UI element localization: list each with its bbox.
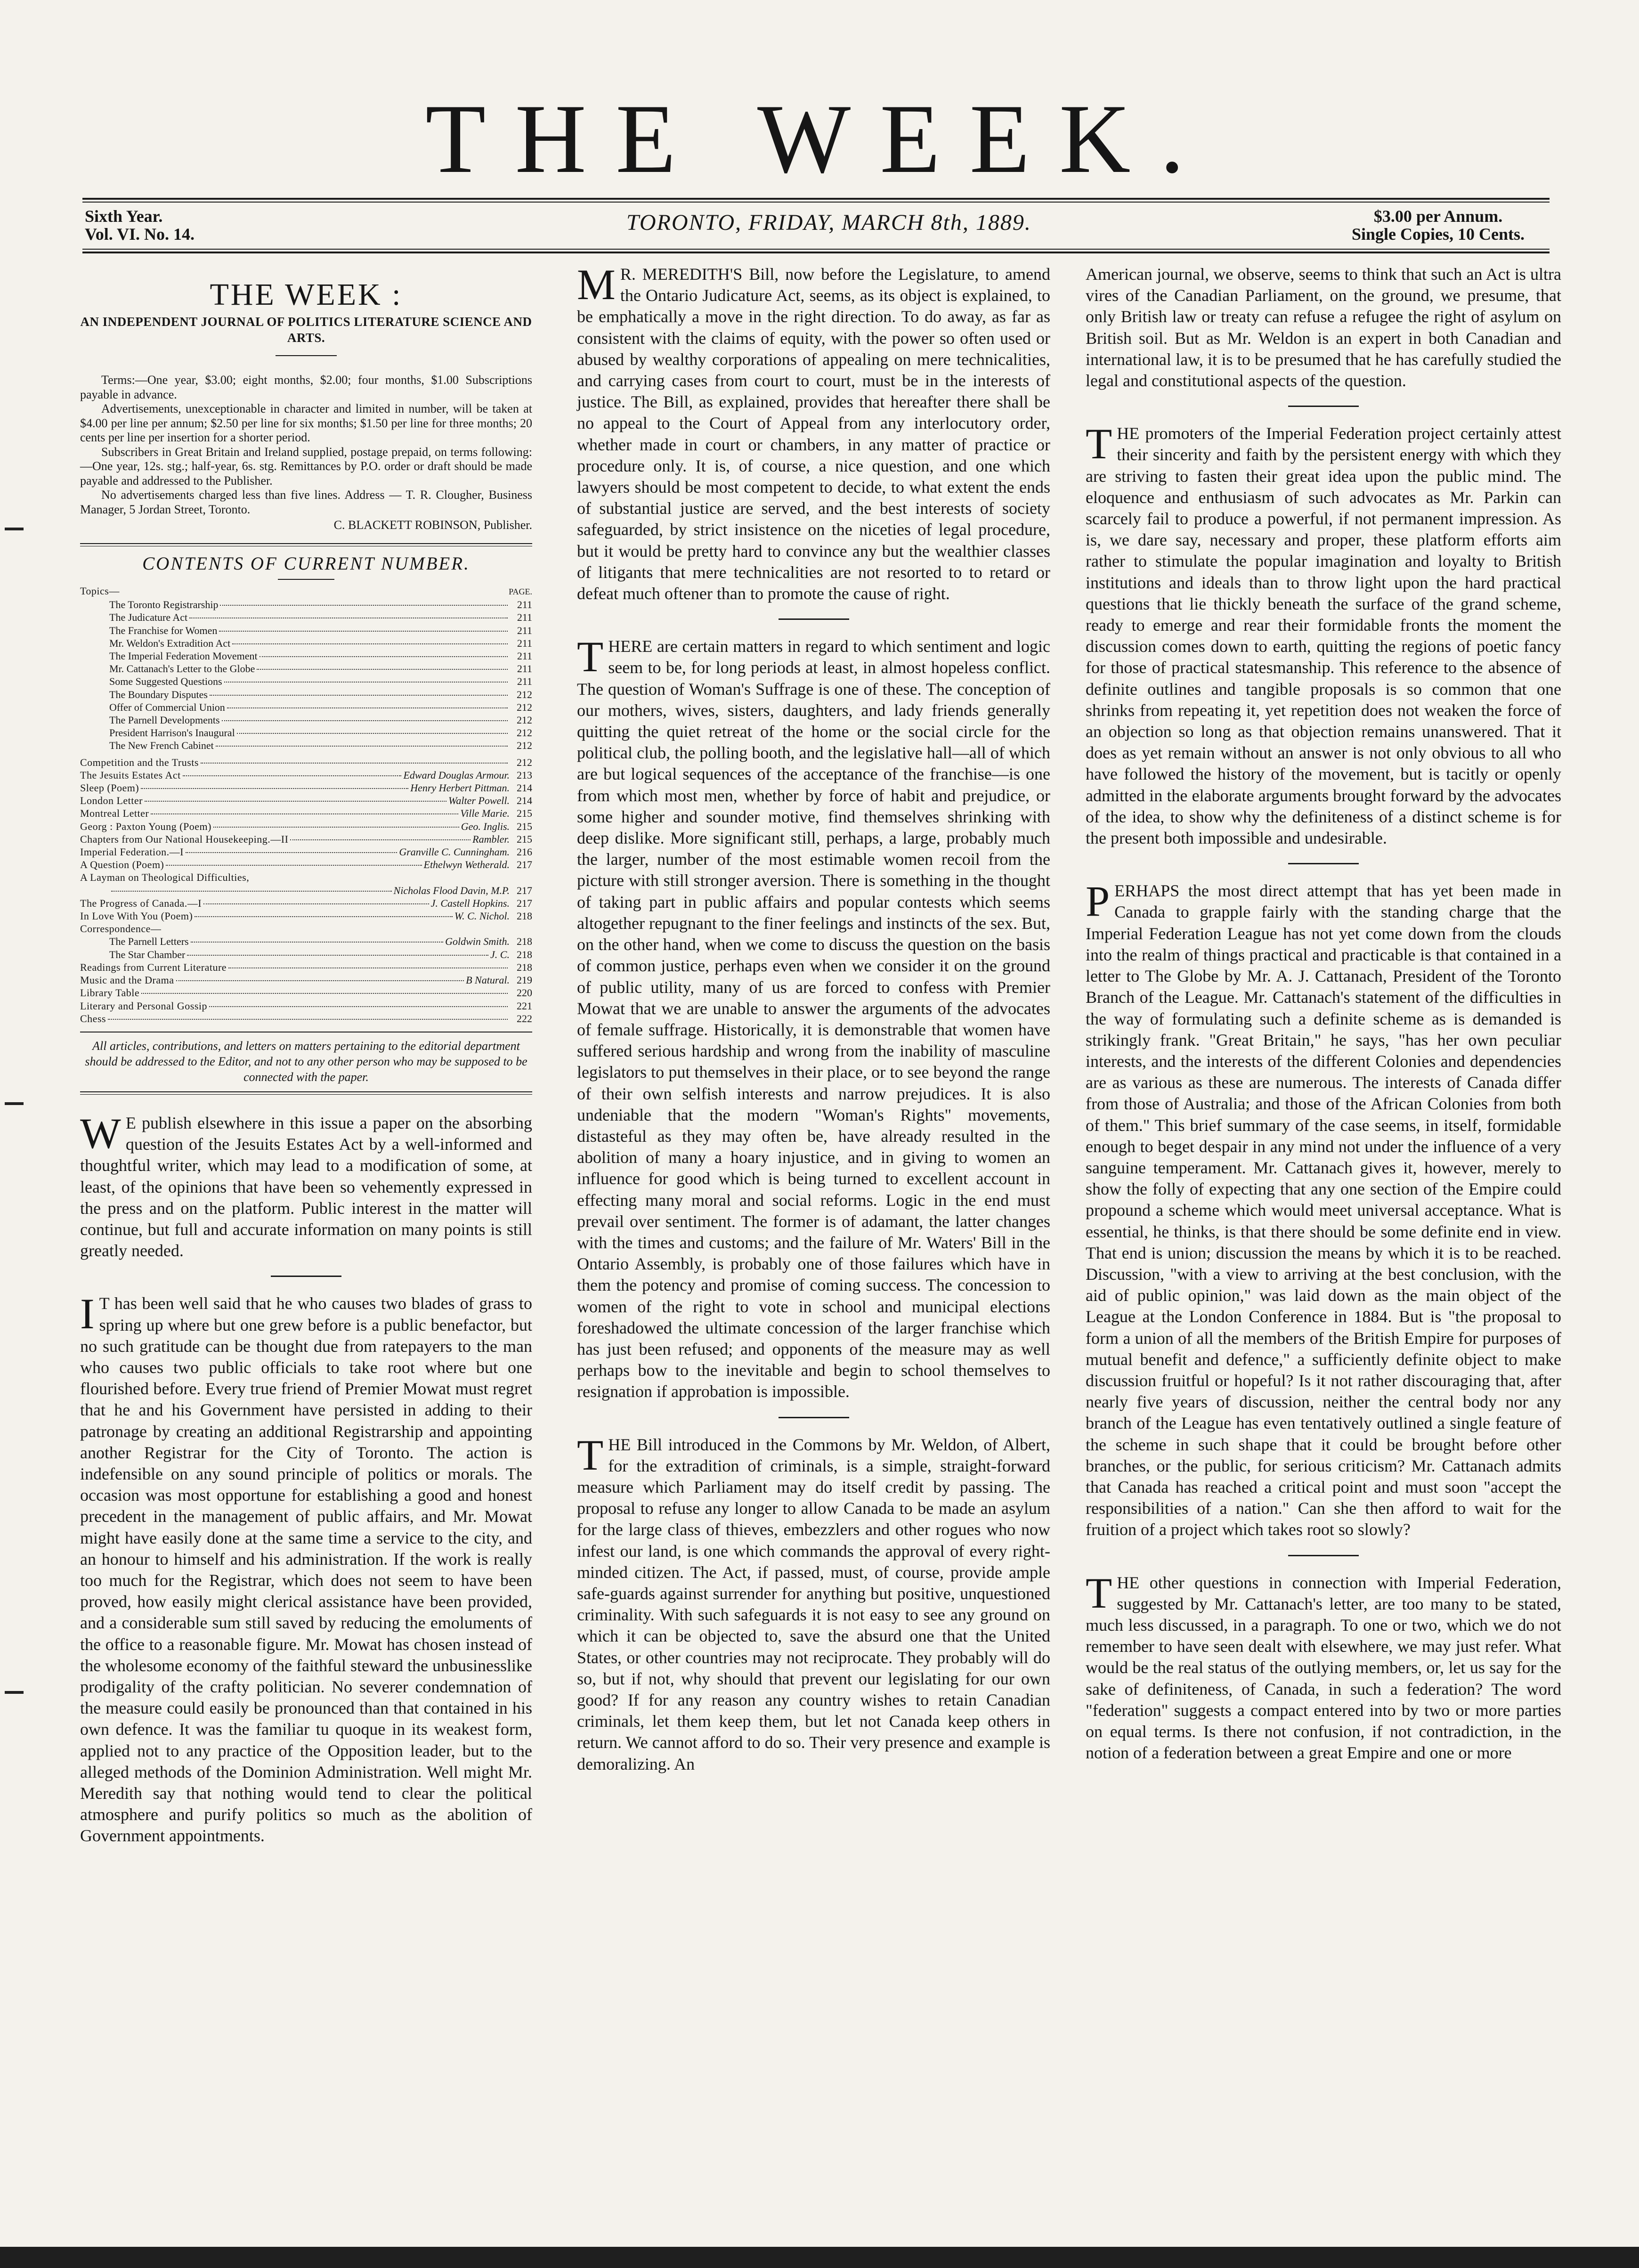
toc-layman-title: A Layman on Theological Difficulties, xyxy=(80,871,250,884)
toc-entry-page: 218 xyxy=(517,961,532,973)
toc-entry-author: Ethelwyn Wetherald. xyxy=(423,859,510,871)
toc-leader xyxy=(166,865,422,866)
toc-entry-page: 219 xyxy=(517,974,532,986)
toc-entry-title: Sleep (Poem) xyxy=(80,782,139,794)
toc-entry-title: The Jesuits Estates Act xyxy=(80,769,181,781)
article-paragraph xyxy=(80,1109,532,1261)
single-copy-price: Single Copies, 10 Cents. xyxy=(1352,225,1525,244)
advertisements-text: Advertisements, unexceptionable in character and limited in number, will be taken at $4.00 per line per annum; $2.50 per line for six months; $1.50 per line for three months; 20 cents per line per insertion for a shorter period. xyxy=(80,402,532,444)
article-separator xyxy=(779,1417,849,1418)
column-middle xyxy=(577,260,1050,1775)
toc-correspondence-list xyxy=(80,935,532,960)
toc-row xyxy=(80,624,532,637)
toc-row xyxy=(80,974,532,986)
toc-row xyxy=(80,820,532,833)
drop-cap: W xyxy=(80,1109,121,1157)
toc-entry-title: Some Suggested Questions xyxy=(109,675,222,688)
publisher-line: C. BLACKETT ROBINSON, Publisher. xyxy=(333,518,532,532)
article-paragraph xyxy=(1086,877,1561,1540)
toc-leader xyxy=(183,775,402,776)
toc-entry-page: 217 xyxy=(517,859,532,871)
toc-leader xyxy=(260,656,508,657)
toc-leader xyxy=(141,993,508,994)
toc-entry-page: 217 xyxy=(517,897,532,909)
toc-entry-page: 211 xyxy=(517,675,532,688)
toc-leader xyxy=(176,980,464,981)
annual-price: $3.00 per Annum. xyxy=(1373,207,1503,226)
toc-row xyxy=(80,701,532,714)
toc-entry-page: 211 xyxy=(517,624,532,636)
toc-row xyxy=(80,986,532,999)
toc-leader xyxy=(108,1019,508,1020)
toc-row xyxy=(80,769,532,781)
toc-row xyxy=(80,845,532,858)
margin-mark xyxy=(5,1102,24,1105)
toc-row xyxy=(80,1000,532,1012)
toc-entry-title: Imperial Federation.—I xyxy=(80,846,184,858)
toc-page-label: PAGE. xyxy=(509,587,532,596)
toc-entry-page: 218 xyxy=(517,935,532,948)
drop-cap: T xyxy=(1086,420,1112,468)
article-text: HERE are certain matters in regard to which sentiment and logic seem to be, for long periods at least, in almost hopeless conflict. The question of Woman's Suffrage is one of these. The conception of our mothers, wives, sisters, daughters, and lady friends generally quitting the quiet retreat of the home or the social circle for the political club, the polling booth, and the legislative hall—all of which are but logical sequences of the acceptance of the franchise—is one from which most men, whether by force of habit and prejudice, or some higher and sounder motive, find themselves shrinking with deep dislike. More significant still, perhaps, a large, probably much the larger, number of the most estimable women recoil from the picture with still stronger aversion. There is something in the thought of taking part in public affairs and popular contests which seems altogether repugnant to the finer feelings and instincts of the sex. But, on the other hand, when we come to discuss the question on the basis of common justice, perhaps even when we consider it on the ground of public utility, many of us are forced to confess with Premier Mowat that we are unable to answer the arguments of the advocates of female suffrage. Historically, it is demonstrable that women have suffered serious hardship and wrong from the inability of masculine legislators to put themselves in their place, or to see beyond the range of their own selfish interests and narrow prejudices. It is also undeniable that the modern "Woman's Rights" movements, distasteful as they may often be, have already resulted in the abolition of many a hoary injustice, and in giving to women an influence for good which is being turned to excellent account in effecting many moral and social reforms. Logic in the end must prevail over sentiment. The former is of adamant, the latter changes with the times and customs; and the failure of Mr. Waters' Bill in the Ontario Assembly, is probably one of those failures which have in them the potency and promise of coming success. The concession to women of the right to vote in school and municipal elections foreshadowed the ultimate concession of the larger franchise which has just been refused; and opponents of the measure may as well perhaps bow to the inevitable and begin to school themselves to resignation if approbation is impossible. xyxy=(577,637,1050,1401)
toc-leader xyxy=(141,788,408,789)
toc-row xyxy=(80,897,532,910)
article-paragraph xyxy=(80,1290,532,1846)
toc-entry-title: Offer of Commercial Union xyxy=(109,701,225,713)
toc-row xyxy=(80,858,532,871)
toc-row xyxy=(80,637,532,650)
column-right-articles xyxy=(1086,264,1561,1764)
toc-entry-title: The Boundary Disputes xyxy=(109,688,208,700)
toc-entry-page: 212 xyxy=(517,756,532,768)
toc-leader xyxy=(219,631,508,632)
toc-entry-author: Rambler. xyxy=(472,833,510,845)
infobox-subtitle: AN INDEPENDENT JOURNAL OF POLITICS LITERATURE SCIENCE AND ARTS. xyxy=(80,315,532,345)
toc-leader xyxy=(209,1006,508,1007)
infobox-separator xyxy=(276,355,337,356)
toc-entry-title: The Parnell Developments xyxy=(109,714,220,726)
article-separator xyxy=(779,618,849,620)
infobox-title: THE WEEK : xyxy=(210,277,403,312)
toc-entry-author: Ville Marie. xyxy=(460,807,510,820)
drop-cap: T xyxy=(577,1431,604,1479)
article-text: HE promoters of the Imperial Federation project certainly attest their sincerity and faith by the persistent energy with which they are striving to fasten their great idea upon the public mind. The eloquence and enthusiasm of such advocates as Mr. Parkin can scarcely fail to produce a powerful, if not permanent impression. As is, we dare say, necessary and proper, these platform efforts aim rather to stimulate the popular imagination and loyalty to British institutions and ideals than to throw light upon the hard practical questions that lie thickly beneath the surface of the grand scheme, ready to emerge and rear their formidable fronts the moment the discussion comes down to earth, quitting the regions of poetic fancy for those of practical statesmanship. This reference to the absence of definite outlines and tangible proposals is so common that one shrinks from repeating it, yet repetition does not weaken the force of an objection so long as that objection remains unanswered. That it does as yet remain without an answer is not only obvious to all who have followed the history of the movement, but is tacitly or openly admitted in the elaborate arguments brought forward by the advocates of the idea, to show why the definiteness of a distinct scheme is for the present both impossible and undesirable. xyxy=(1086,424,1561,848)
subscribers-text: Subscribers in Great Britain and Ireland supplied, postage prepaid, on terms following:—One year, 12s. stg.; half-year, 6s. stg. Remittances by P.O. order or draft should be made payable and addressed to the Publisher. xyxy=(80,445,532,488)
article-separator xyxy=(1288,863,1359,864)
article-paragraph xyxy=(577,1431,1050,1775)
toc-topics-label: Topics— xyxy=(80,585,120,597)
toc-header xyxy=(80,585,532,598)
toc-leader xyxy=(237,733,508,734)
toc-entry-title: The Judicature Act xyxy=(109,611,188,624)
toc-leader xyxy=(151,813,458,814)
toc-row xyxy=(80,739,532,752)
toc-entry-title: The Franchise for Women xyxy=(109,624,218,636)
issue-volume: Vol. VI. No. 14. xyxy=(85,225,195,244)
toc-leader xyxy=(210,695,508,696)
toc-entry-title: In Love With You (Poem) xyxy=(80,910,193,922)
article-text: T has been well said that he who causes two blades of grass to spring up where but one grew before is a public benefactor, but no such gratitude can be thought due from ratepayers to the man who causes two public officials to take root where but one flourished before. Every true friend of Premier Mowat must regret that he and his Government have persisted in adding to their patronage by creating an additional Registrarship and appointing another Registrar for the City of Toronto. The action is indefensible on any sound principle of politics or morals. The occasion was most opportune for establishing a good and honest precedent in the management of public affairs, and Mr. Mowat might have easily done at the same time a service to the city, and an honour to himself and his administration. If the work is really too much for the Registrar, which does not seem to have been proved, how easily might clerical assistance have been provided, and a considerable sum still saved by reducing the emoluments of the office to a reasonable figure. Mr. Mowat has chosen instead of the wholesome economy of the faithful steward the unbusinesslike prodigality of the crafty politician. No severer condemnation of the measure could easily be pronounced than that contained in his own defence. It was the familiar tu quoque in its weakest form, applied not to any practice of the Opposition leader, but to the alleged methods of the Dominion Administration. Well might Mr. Meredith say that nothing would tend to clear the political atmosphere and purify politics so much as the abolition of Government appointments. xyxy=(80,1294,532,1845)
drop-cap: I xyxy=(80,1290,95,1338)
toc-leader xyxy=(201,763,508,764)
toc-entry-author: Edward Douglas Armour. xyxy=(403,769,510,781)
toc-entry-author: J. Castell Hopkins. xyxy=(430,897,510,909)
toc-leader xyxy=(191,942,443,943)
toc-row xyxy=(80,675,532,688)
toc-entry-page: 211 xyxy=(517,611,532,624)
toc-entry-author: W. C. Nichol. xyxy=(454,910,510,922)
toc-entry-title: Chess xyxy=(80,1012,106,1024)
toc-entry-title: The New French Cabinet xyxy=(109,740,214,752)
toc-entry-title: The Parnell Letters xyxy=(109,935,189,948)
dateline: TORONTO, FRIDAY, MARCH 8th, 1889. xyxy=(626,210,1031,235)
terms-text: Terms:—One year, $3.00; eight months, $2.00; four months, $1.00 Subscriptions payable in advance. xyxy=(80,373,532,401)
toc-entry-author: B Natural. xyxy=(466,974,510,986)
toc-correspondence-row xyxy=(80,922,532,935)
toc-row xyxy=(80,948,532,961)
toc-entry-title: The Toronto Registrarship xyxy=(109,599,219,611)
toc-leader xyxy=(216,746,508,747)
toc-row xyxy=(80,756,532,769)
toc-entry-page: 212 xyxy=(517,727,532,739)
toc-layman-author: Nicholas Flood Davin, M.P. xyxy=(393,884,510,896)
masthead-title: THE WEEK. xyxy=(425,84,1214,194)
issue-year: Sixth Year. xyxy=(85,207,163,226)
toc-entry-page: 211 xyxy=(517,637,532,649)
toc-leader xyxy=(227,707,508,708)
toc-entry-page: 212 xyxy=(517,701,532,713)
toc-topics-list xyxy=(80,598,532,752)
toc-leader xyxy=(186,852,397,853)
toc-entry-page: 220 xyxy=(517,987,532,999)
drop-cap: P xyxy=(1086,877,1110,926)
toc-entry-page: 212 xyxy=(517,714,532,726)
toc-entry-title: Readings from Current Literature xyxy=(80,961,227,973)
toc-entry-page: 222 xyxy=(517,1012,532,1024)
toc-row xyxy=(80,611,532,624)
article-text: ERHAPS the most direct attempt that has yet been made in Canada to grapple fairly with the standing charge that the Imperial Federation League has not yet come down from the clouds into the realm of things practical and practicable is that contained in a letter to The Globe by Mr. A. J. Cattanach, President of the Toronto Branch of the League. Mr. Cattanach's statement of the difficulties in the way of formulating such a definite scheme as is demanded is strikingly frank. "Great Britain," he says, "has her own peculiar interests, and the interests of the different Colonies and dependencies are as various as these are numerous. The interests of Canada differ from those of Australia; and those of the African Colonies from both of them." This brief summary of the case seems, in itself, formidable enough to beget despair in any mind not under the influence of a very sanguine temperament. Mr. Cattanach gives it, however, merely to show the folly of expecting that any one section of the Empire could propound a scheme which would meet universal acceptance. What is essential, he thinks, is that there should be some definite end in view. That end is union; discussion the means by which it is to be reached. Discussion, "with a view to arriving at the best conclusion, with the aid of public opinion," was laid down as the main object of the League at the London Conference in 1884. But is "the proposal to form a union of all the members of the British Empire for purposes of mutual benefit and defence," a sufficiently definite object to make discussion fruitful or hopeful? Is it not rather discouraging that, after nearly five years of discussion, neither the central body nor any branch of the League has even tentatively outlined a single feature of the scheme in such shape that it could be brought before other branches, or the public, for serious criticism? Mr. Cattanach admits that Canada has reached a critical point and must soon "accept the responsibilities of a nation." Can she then afford to wait for the fruition of a project which takes root so slowly? xyxy=(1086,881,1561,1539)
toc-entry-page: 221 xyxy=(517,1000,532,1012)
toc-layman-row xyxy=(80,871,532,884)
price-block xyxy=(1352,207,1525,243)
toc-leader xyxy=(232,643,508,644)
toc-entry-title: Montreal Letter xyxy=(80,807,149,820)
toc-entry-title: Georg : Paxton Young (Poem) xyxy=(80,820,211,832)
column-left xyxy=(80,264,532,1847)
drop-cap: T xyxy=(577,633,604,681)
toc-leader xyxy=(195,916,452,917)
toc-row xyxy=(80,794,532,807)
toc-leader xyxy=(228,967,508,968)
toc-row xyxy=(80,688,532,701)
toc-row xyxy=(80,910,532,922)
article-paragraph xyxy=(1086,264,1561,391)
toc-entry-title: Library Table xyxy=(80,987,140,999)
column-left-articles xyxy=(80,1109,532,1847)
masthead-rule-top xyxy=(82,198,1550,200)
toc-row xyxy=(80,935,532,948)
toc-entry-title: Music and the Drama xyxy=(80,974,174,986)
toc-layman-author-row xyxy=(80,884,532,897)
toc-row xyxy=(80,662,532,675)
toc-row xyxy=(80,598,532,611)
toc-leader xyxy=(222,720,508,721)
toc-row xyxy=(80,726,532,739)
notice-rule-bottom-thin xyxy=(80,1094,532,1095)
article-paragraph xyxy=(577,633,1050,1402)
toc-leader xyxy=(203,903,429,904)
toc-row xyxy=(80,650,532,662)
toc-articles-list xyxy=(80,756,532,871)
toc-entry-title: Mr. Weldon's Extradition Act xyxy=(109,637,231,649)
toc-entry-title: President Harrison's Inaugural xyxy=(109,727,235,739)
toc-leader xyxy=(257,669,508,670)
toc-articles-list-3 xyxy=(80,961,532,1025)
toc-entry-author: Walter Powell. xyxy=(448,795,510,807)
article-text: American journal, we observe, seems to think that such an Act is ultra vires of the Canadian Parliament, on the ground, we presume, that only British law or treaty can refuse a refugee the right of asylum on British soil. But as Mr. Weldon is an expert in both Canadian and international law, it is to be presumed that he has carefully studied the legal and constitutional aspects of the question. xyxy=(1086,265,1561,390)
toc-entry-page: 212 xyxy=(517,740,532,752)
toc-entry-page: 213 xyxy=(517,769,532,781)
article-separator xyxy=(271,1276,341,1277)
toc-leader xyxy=(224,682,508,683)
article-separator xyxy=(1288,1555,1359,1556)
toc-entry-author: Goldwin Smith. xyxy=(445,935,510,948)
article-text: HE Bill introduced in the Commons by Mr. Weldon, of Albert, for the extradition of criminals, is a simple, straight-forward measure which Parliament may do itself credit by passing. The proposal to refuse any longer to allow Canada to be made an asylum for the large class of thieves, embezzlers and other rogues who now infest our land, is one which commands the approval of every right-minded citizen. The Act, if passed, must, of course, provide ample safe-guards against surrender for anything but positive, unquestioned criminality. With such safeguards it is not easy to see any ground on which it can be objected to, save the absurd one that the United States, or other countries may not reciprocate. They probably will do so, but if not, why should that prevent our legislating for our own good? If for any reason any country wishes to retain Canadian criminals, let them keep them, but let not Canada keep others in return. We cannot afford to do so. Their very presence and example is demoralizing. An xyxy=(577,1435,1050,1773)
toc-entry-page: 218 xyxy=(517,948,532,960)
toc-entry-title: The Star Chamber xyxy=(109,948,186,960)
toc-entry-author: Geo. Inglis. xyxy=(461,820,510,832)
column-right xyxy=(1086,264,1561,1764)
toc-leader xyxy=(145,801,446,802)
contents-separator xyxy=(278,579,334,580)
toc-entry-author: J. C. xyxy=(490,948,510,960)
toc-leader xyxy=(213,827,459,828)
toc-entry-page: 215 xyxy=(517,807,532,820)
article-paragraph xyxy=(1086,1569,1561,1764)
toc-entry-author: Granville C. Cunningham. xyxy=(399,846,510,858)
toc-entry-page: 212 xyxy=(517,688,532,700)
toc-leader xyxy=(187,955,488,956)
contents-rule-top xyxy=(80,543,532,544)
toc-entry-page: 215 xyxy=(517,820,532,832)
toc-leader xyxy=(220,605,508,606)
toc-row xyxy=(80,714,532,726)
margin-mark xyxy=(5,528,24,530)
toc-entry-page: 218 xyxy=(517,910,532,922)
toc-entry-page: 214 xyxy=(517,782,532,794)
toc-entry-title: Literary and Personal Gossip xyxy=(80,1000,207,1012)
toc-entry-page: 214 xyxy=(517,795,532,807)
toc-entry-page: 211 xyxy=(517,650,532,662)
editorial-notice: All articles, contributions, and letters on matters pertaining to the editorial department should be addressed to the Editor, and not to any other person who may be supposed to be connected with the paper. xyxy=(85,1039,527,1084)
toc-entry-title: Mr. Cattanach's Letter to the Globe xyxy=(109,663,255,675)
article-separator xyxy=(1288,406,1359,407)
toc-row xyxy=(80,807,532,820)
article-paragraph xyxy=(1086,420,1561,849)
toc-entry-title: The Progress of Canada.—I xyxy=(80,897,202,909)
toc-entry-page: 211 xyxy=(517,663,532,675)
contents-title: CONTENTS OF CURRENT NUMBER. xyxy=(142,553,470,574)
masthead-rule-bottom-thin xyxy=(82,249,1550,250)
notice-rule-bottom xyxy=(80,1091,532,1092)
column-middle-articles xyxy=(577,260,1050,1775)
article-text: HE other questions in connection with Imperial Federation, suggested by Mr. Cattanach's letter, are too many to be stated, much less discussed, in a paragraph. To one or two, which we do not remember to have seen dealt with elsewhere, we may just refer. What would be the real status of the outlying members, or, let us say for the sake of definiteness, of Canada, in such a federation? The word "federation" suggests a compact entered into by two or more parties on equal terms. Is there not confusion, if not contradiction, in the notion of a federation between a great Empire and one or more xyxy=(1086,1573,1561,1763)
issue-volume-block xyxy=(85,207,195,243)
masthead-rule-top-thin xyxy=(82,202,1550,203)
masthead-rule-bottom xyxy=(82,252,1550,253)
toc-row xyxy=(80,1012,532,1025)
toc-entry-title: The Imperial Federation Movement xyxy=(109,650,258,662)
toc-entry-title: A Question (Poem) xyxy=(80,859,164,871)
toc-layman-page: 217 xyxy=(517,884,532,896)
scan-bottom-edge xyxy=(0,2247,1639,2268)
article-paragraph xyxy=(577,260,1050,604)
table-of-contents xyxy=(80,585,532,1025)
toc-row xyxy=(80,833,532,845)
toc-entry-page: 216 xyxy=(517,846,532,858)
toc-entry-page: 215 xyxy=(517,833,532,845)
toc-entry-title: Competition and the Trusts xyxy=(80,756,199,768)
article-text: E publish elsewhere in this issue a paper on the absorbing question of the Jesuits Estates Act by a well-informed and thoughtful writer, which may lead to a modification of some, at least, of the opinions that have been so vehemently expressed in the press and on the platform. Public interest in the matter will continue, but full and accurate information on many points is still greatly needed. xyxy=(80,1113,532,1260)
toc-row xyxy=(80,961,532,974)
toc-correspondence-label: Correspondence— xyxy=(80,923,162,935)
toc-entry-page: 211 xyxy=(517,599,532,611)
toc-entry-author: Henry Herbert Pittman. xyxy=(410,782,510,794)
drop-cap: M xyxy=(577,260,616,309)
toc-articles-list-2 xyxy=(80,897,532,922)
toc-entry-title: London Letter xyxy=(80,795,143,807)
toc-entry-title: Chapters from Our National Housekeeping.—II xyxy=(80,833,289,845)
advertising-notice: No advertisements charged less than five lines. Address — T. R. Clougher, Business Manager, 5 Jordan Street, Toronto. xyxy=(80,488,532,516)
article-text: R. MEREDITH'S Bill, now before the Legislature, to amend the Ontario Judicature Act, seems, as its object is explained, to be emphatically a move in the right direction. To do away, as far as consistent with the claims of equity, with the power so often used or abused by wealthy corporations of appealing on mere technicalities, and carrying cases from court to court, must be in the interests of justice. The Bill, as explained, provides that hereafter there shall be no appeal to the Court of Appeal from any interlocutory order, whether made in court or chambers, in any matter of practice or procedure only. It is, of course, a nice question, and one which lawyers should be most competent to decide, to what extent the ends of substantial justice are served, and the best interests of society safeguarded, by strict insistence on the niceties of legal procedure, but it would be pretty hard to convince any but the wealthier classes of litigants that mere technicalities are not resorted to to retard or defeat much oftener than to promote the cause of right. xyxy=(577,265,1050,603)
drop-cap: T xyxy=(1086,1569,1112,1617)
margin-mark xyxy=(5,1691,24,1694)
toc-row xyxy=(80,781,532,794)
toc-leader xyxy=(290,839,471,840)
